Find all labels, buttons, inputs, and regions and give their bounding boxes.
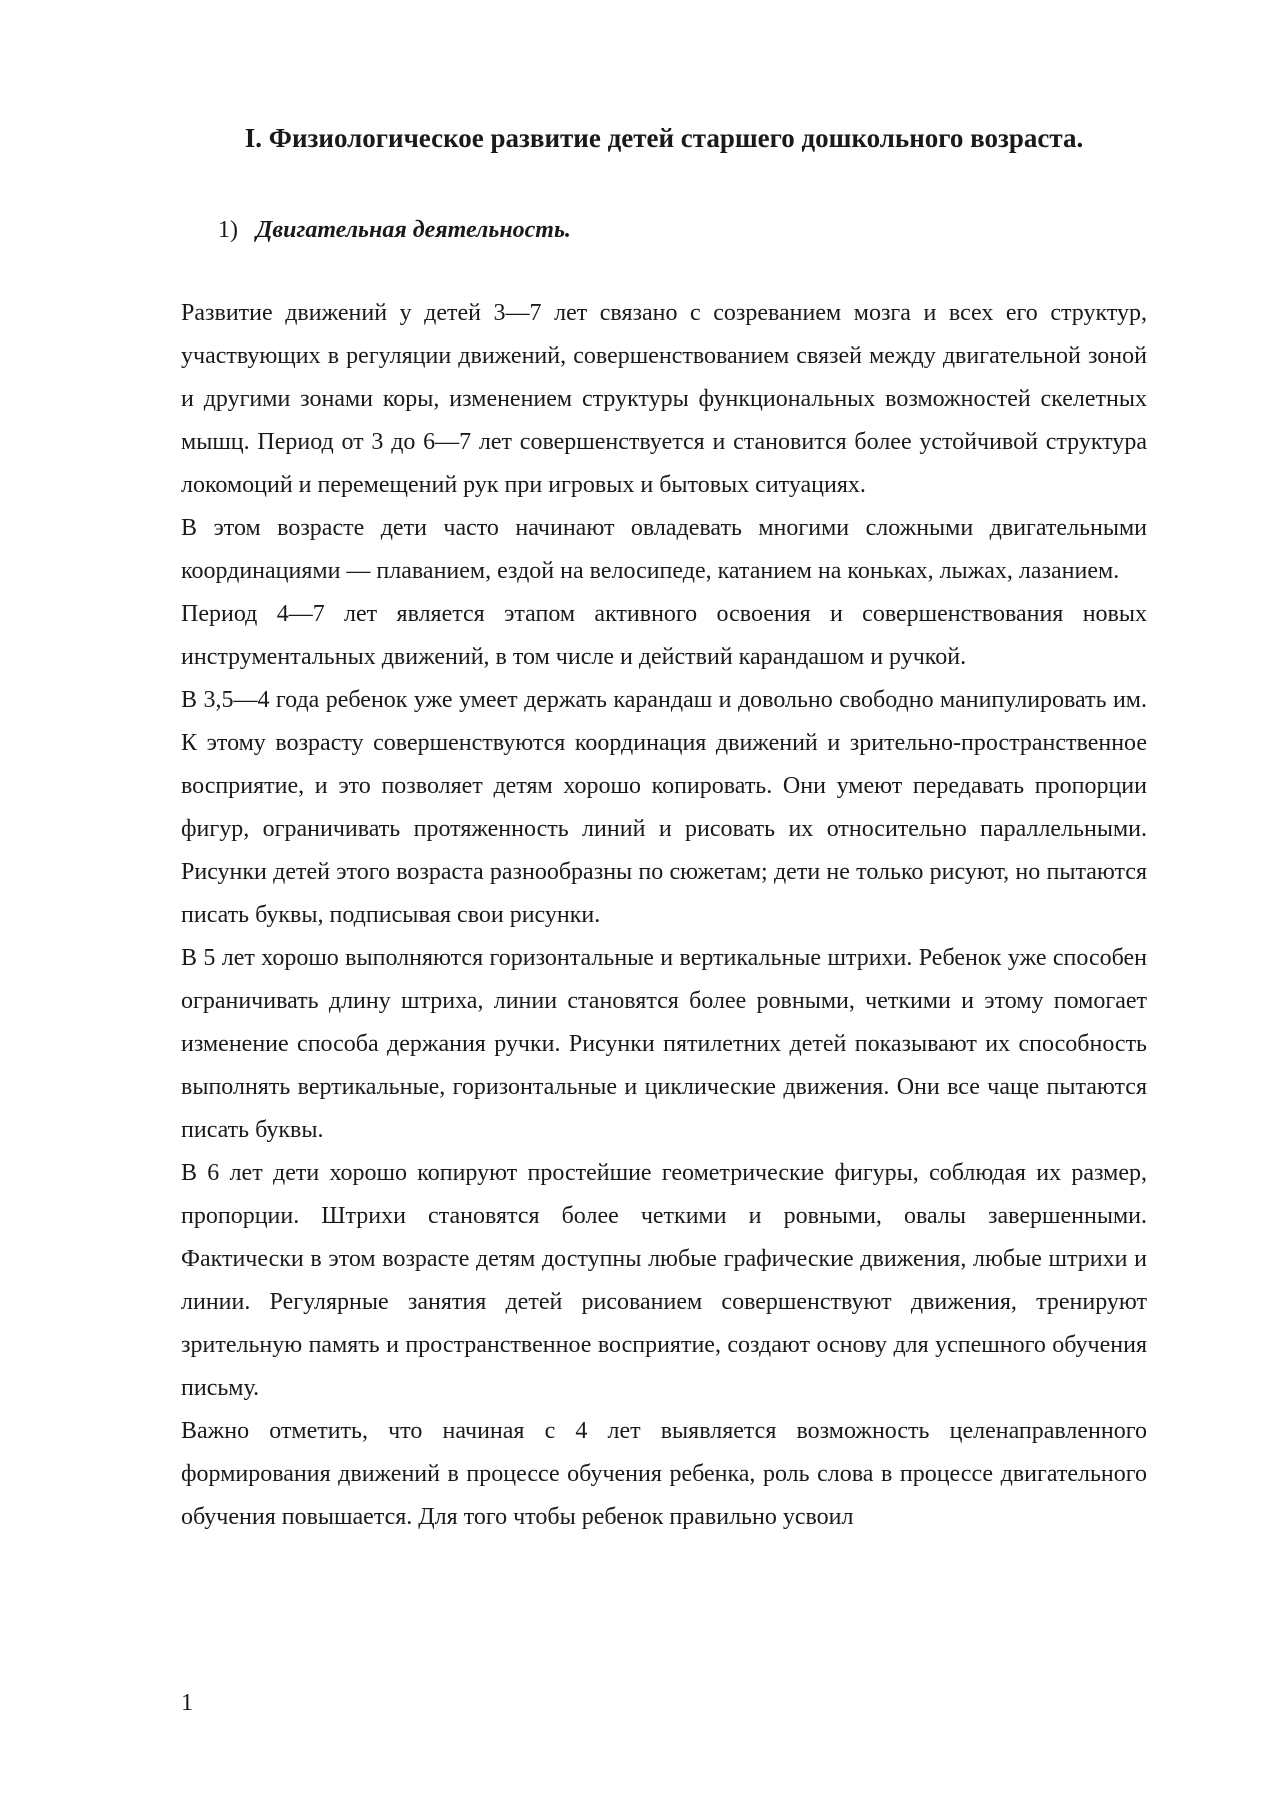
page-title: I. Физиологическое развитие детей старшего дошкольного возраста. xyxy=(244,123,1084,153)
paragraph: Важно отметить, что начиная с 4 лет выявляется возможность целенаправленного формирования движений в процессе обучения ребенка, роль слова в процессе двигательного обучения повышается. Для того чтобы ребенок правильно усвоил xyxy=(181,1418,1147,1530)
paragraph: Развитие движений у детей 3—7 лет связано с созреванием мозга и всех его структур, участвующих в регуляции движений, совершенствованием связей между двигательной зоной и другими зонами коры, изменением структуры функциональных возможностей скелетных мышц. Период от 3 до 6—7 лет совершенствуется и становится более устойчивой структура локомоций и перемещений рук при игровых и бытовых ситуациях. xyxy=(181,300,1147,498)
page-number: 1 xyxy=(181,1690,193,1716)
paragraph: В 3,5—4 года ребенок уже умеет держать карандаш и довольно свободно манипулировать им. К этому возрасту совершенствуются координация движений и зрительно-пространственное восприятие, и это позволяет детям хорошо копировать. Они умеют передавать пропорции фигур, ограничивать протяженность линий и рисовать их относительно параллельными. Рисунки детей этого возраста разнообразны по сюжетам; дети не только рисуют, но пытаются писать буквы, подписывая свои рисунки. xyxy=(181,687,1147,928)
body-text xyxy=(181,292,1147,1539)
section-number: 1) xyxy=(218,217,238,243)
paragraph: В этом возрасте дети часто начинают овладевать многими сложными двигательными координациями — плаванием, ездой на велосипеде, катанием на коньках, лыжах, лазанием. xyxy=(181,515,1147,584)
section-heading xyxy=(218,210,571,250)
section-label: Двигательная деятельность. xyxy=(256,217,571,243)
paragraph: Период 4—7 лет является этапом активного освоения и совершенствования новых инструментальных движений, в том числе и действий карандашом и ручкой. xyxy=(181,601,1147,670)
paragraph: В 5 лет хорошо выполняются горизонтальные и вертикальные штрихи. Ребенок уже способен ограничивать длину штриха, линии становятся более ровными, четкими и этому помогает изменение способа держания ручки. Рисунки пятилетних детей показывают их способность выполнять вертикальные, горизонтальные и циклические движения. Они все чаще пытаются писать буквы. xyxy=(181,945,1147,1143)
paragraph: В 6 лет дети хорошо копируют простейшие геометрические фигуры, соблюдая их размер, пропорции. Штрихи становятся более четкими и ровными, овалы завершенными. Фактически в этом возрасте детям доступны любые графические движения, любые штрихи и линии. Регулярные занятия детей рисованием совершенствуют движения, тренируют зрительную память и пространственное восприятие, создают основу для успешного обучения письму. xyxy=(181,1160,1147,1401)
